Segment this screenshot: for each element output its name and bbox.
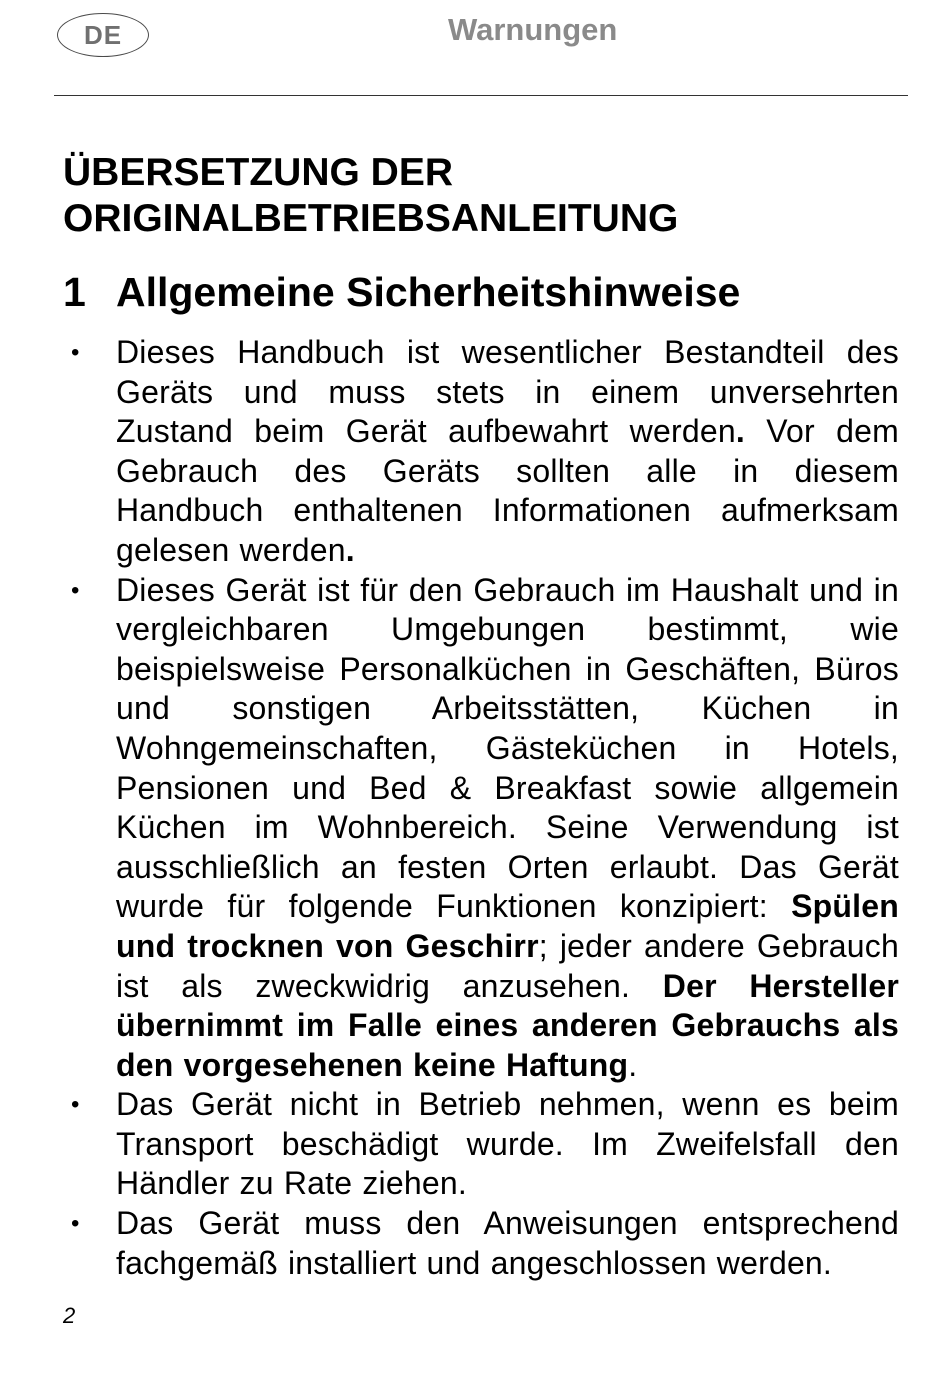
header-divider — [54, 95, 908, 96]
text-run: Das Gerät muss den Anweisungen entsprechend fachgemäß installiert und angeschlossen werden. — [116, 1205, 899, 1281]
bullet-icon: • — [71, 339, 80, 366]
section-number: 1 — [63, 269, 86, 315]
list-item-text — [116, 333, 899, 571]
list-item-text — [116, 1085, 899, 1204]
bullet-icon: • — [71, 1091, 80, 1119]
language-badge — [57, 13, 149, 57]
text-run: Dieses Handbuch ist wesentlicher Bestandteil des Geräts und muss stets in einem unversehrten Zustand beim Gerät aufbewahrt werden — [116, 334, 899, 450]
header-title: Warnungen — [448, 12, 618, 47]
section-heading — [63, 266, 903, 318]
document-title-line-1: ÜBERSETZUNG DER — [63, 151, 454, 194]
document-title — [63, 150, 903, 242]
section-title: Allgemeine Sicherheitshinweise — [116, 269, 741, 315]
language-code: DE — [83, 19, 123, 50]
text-run: . — [628, 1046, 638, 1083]
text-run: Vor dem Gebrauch des Geräts sollten alle in diesem Handbuch enthaltenen Informationen aufmerksam gelesen werden — [116, 413, 899, 568]
bullet-icon: • — [71, 1210, 80, 1238]
safety-notes-list — [0, 333, 950, 1283]
page-number: 2 — [63, 1303, 76, 1328]
list-item-text — [116, 571, 899, 1086]
text-run: ; jeder andere Gebrauch ist als zweckwidrig anzusehen. — [116, 927, 899, 1004]
text-run-bold: . — [345, 531, 355, 568]
list-item-text — [116, 1204, 899, 1283]
text-run: Dieses Gerät ist für den Gebrauch im Haushalt und in vergleichbaren Umgebungen bestimmt, wie beispielsweise Personalküchen in Geschäften, Büros und sonstigen Arbeitsstätten, Küchen in Wohngemeinschaften, Gästeküchen in Hotels, Pensionen und Bed & Breakfast sowie allgemein Küchen im Wohnbereich. Seine Verwendung ist ausschließlich an festen Orten erlaubt. Das Gerät wurde für folgende Funktionen konzipiert: — [116, 571, 899, 925]
bullet-icon: • — [71, 576, 80, 604]
list-item — [0, 1085, 950, 1204]
text-run: Das Gerät nicht in Betrieb nehmen, wenn es beim Transport beschädigt wurde. Im Zweifelsfall den Händler zu Rate ziehen. — [116, 1086, 899, 1202]
list-item — [0, 333, 950, 571]
text-run-bold: . — [735, 413, 745, 450]
text-run-bold: Der Hersteller übernimmt im Falle eines anderen Gebrauchs als den vorgesehenen keine Haftung — [116, 967, 899, 1083]
document-title-line-2: ORIGINALBETRIEBSANLEITUNG — [63, 197, 679, 240]
list-item — [0, 571, 950, 1086]
text-run-bold: Spülen und trocknen von Geschirr — [116, 888, 899, 964]
list-item — [0, 1204, 950, 1283]
